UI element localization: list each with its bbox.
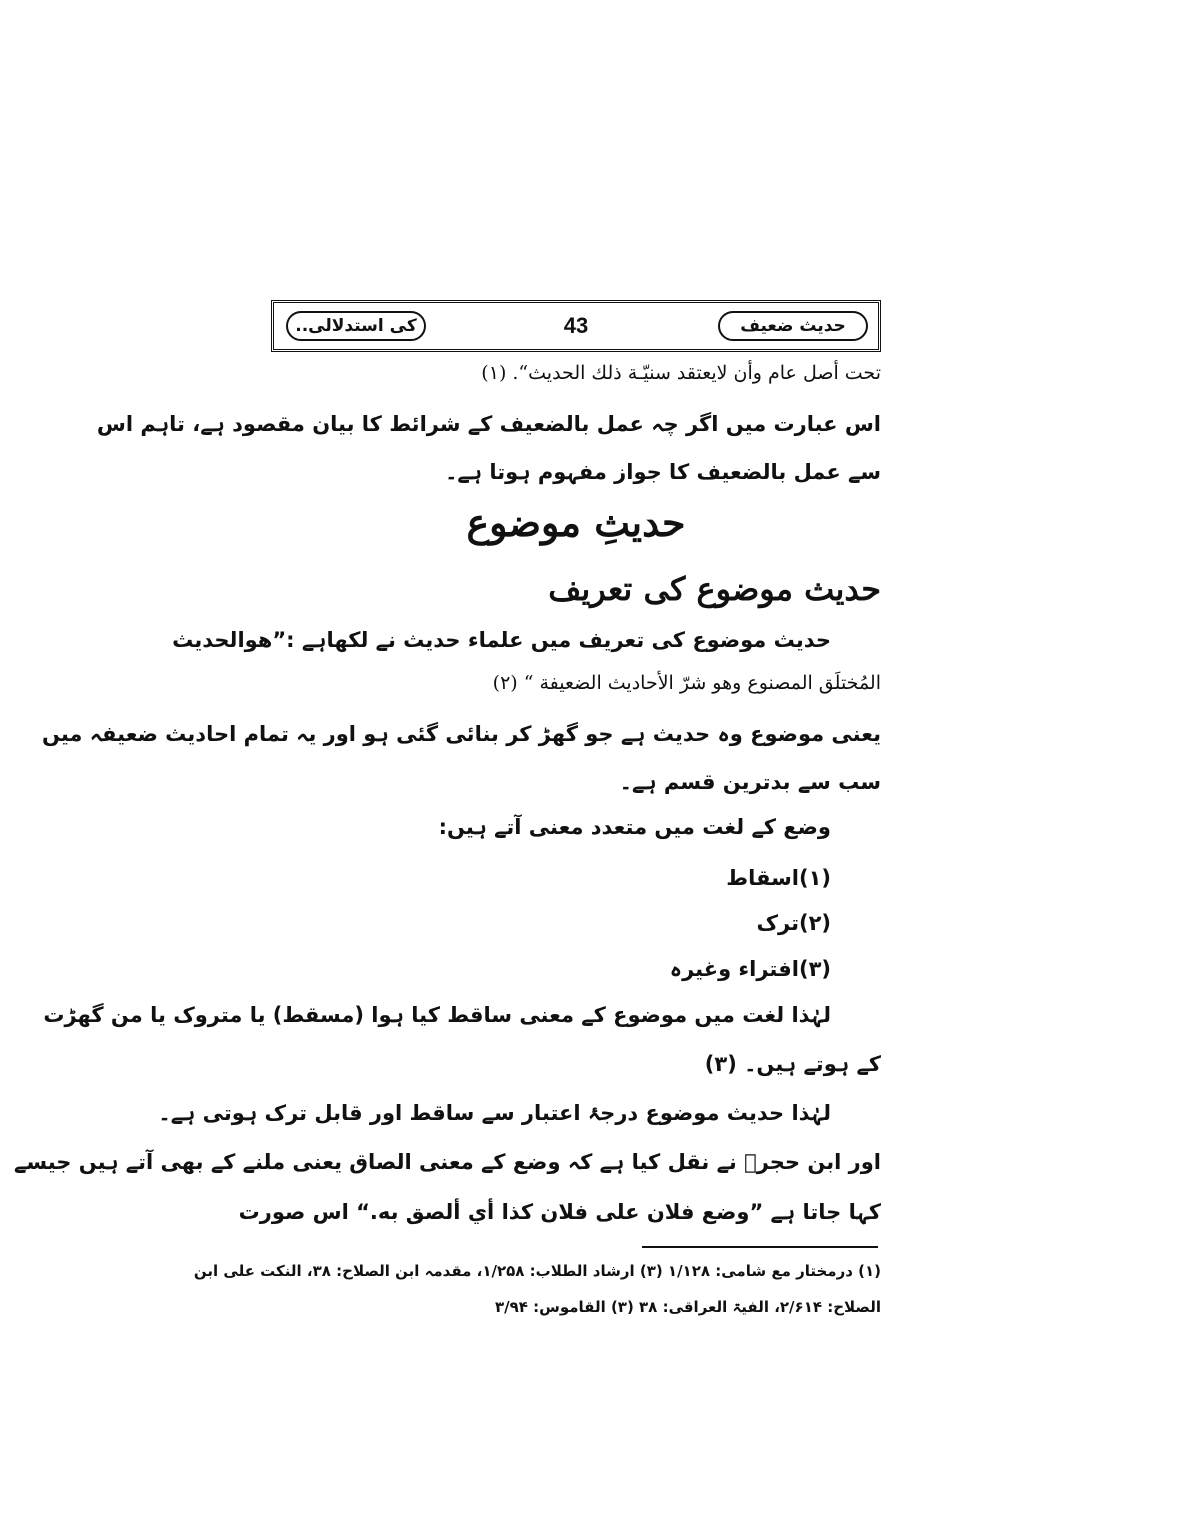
text-line-9: لہٰذا لغت میں موضوع کے معنی ساقط کیا ہوا (مسقط) یا متروک یا من گھڑت: [43, 1003, 831, 1027]
section-title: حدیثِ موضوع: [466, 500, 686, 545]
list-item: (۲)ترک: [756, 911, 831, 935]
text-line-7: سب سے بدترین قسم ہے۔: [619, 770, 881, 794]
list-item: (۱)اسقاط: [726, 866, 831, 890]
page-number: 43: [563, 313, 589, 338]
definition-heading: حدیث موضوع کی تعریف: [548, 570, 881, 608]
text-line-4: حدیث موضوع کی تعریف میں علماء حدیث نے لکھاہے :”هوالحديث: [172, 628, 831, 652]
list-item: (۳)افتراء وغیرہ: [669, 957, 831, 981]
text-line-8: وضع کے لغت میں متعدد معنی آتے ہیں:: [438, 815, 831, 839]
footnote-line-1: (۱) درمختار مع شامی: ۱/۱۲۸ (۳) ارشاد الطلاب: ۱/۲۵۸، مقدمہ ابن الصلاح: ۳۸، النکت علی ابن: [193, 1262, 881, 1280]
text-line-2: اس عبارت میں اگر چہ عمل بالضعیف کے شرائط کا بیان مقصود ہے، تاہم اس: [96, 412, 881, 436]
text-line-5: المُختلَق المصنوع وهو شرّ الأحاديث الضعيفة “ (۲): [492, 672, 881, 694]
chapter-title: کی استدلالی..: [286, 311, 426, 341]
text-line-11: لہٰذا حدیث موضوع درجۂ اعتبار سے ساقط اور قابل ترک ہوتی ہے۔: [158, 1101, 831, 1125]
text-line-3: سے عمل بالضعیف کا جواز مفہوم ہوتا ہے۔: [445, 460, 881, 484]
text-line-12: اور ابن حجرؒ نے نقل کیا ہے کہ وضع کے معنی الصاق یعنی ملنے کے بھی آتے ہیں جیسے: [14, 1150, 881, 1174]
footnote-line-2: الصلاح: ۲/۶۱۴، الفیۃ العراقی: ۳۸ (۳) القاموس: ۳/۹۴: [494, 1298, 881, 1316]
text-line-13: کہا جاتا ہے ”وضع فلان على فلان كذا أي ألصق به.“ اس صورت: [238, 1200, 881, 1224]
text-line-1: تحت أصل عام وأن لايعتقد سنيّـة ذلك الحديث“. (۱): [481, 362, 881, 384]
book-title: حدیث ضعیف: [718, 311, 868, 341]
running-header: [271, 300, 881, 352]
text-line-6: یعنی موضوع وہ حدیث ہے جو گھڑ کر بنائی گئی ہو اور یہ تمام احادیث ضعیفہ میں: [41, 722, 881, 746]
text-line-10: کے ہوتے ہیں۔ (۳): [704, 1052, 881, 1076]
footnote-divider: [642, 1246, 878, 1248]
